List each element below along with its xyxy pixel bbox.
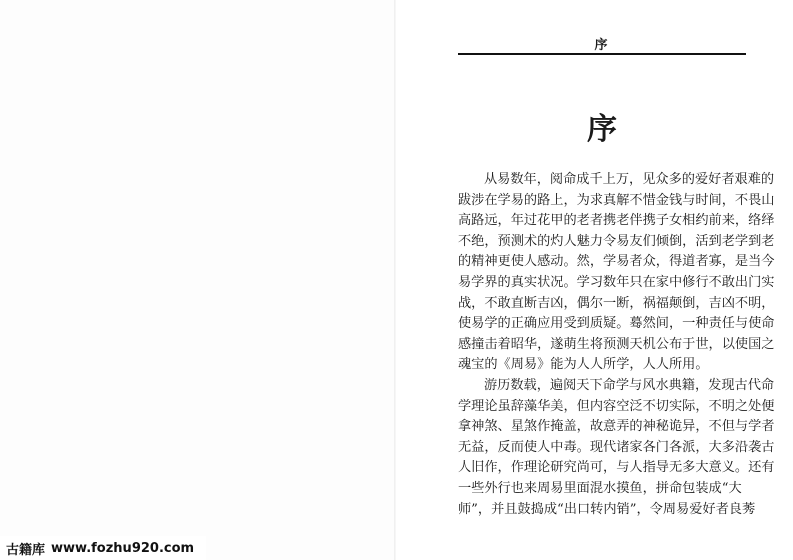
text-line: 感撞击着昭华，遂萌生将预测天机公布于世，以使国之: [458, 336, 775, 352]
text-line: 高路远，年过花甲的老者携老伴携子女相约前来，络绎: [458, 213, 775, 229]
watermark-banner: [0, 536, 206, 560]
text-line: 一些外行也来周易里面混水摸鱼，拼命包装成“大: [458, 480, 742, 496]
header-rule: [458, 53, 746, 55]
site-name: 古籍库: [6, 542, 46, 558]
left-blank-page: [0, 0, 396, 560]
text-line: 的精神更使人感动。然，学易者众，得道者寡，是当今: [458, 254, 775, 270]
text-line: 跋涉在学易的路上，为求真解不惜金钱与时间，不畏山: [458, 192, 775, 208]
chapter-title: 序: [587, 112, 617, 147]
body-text: [458, 170, 775, 520]
text-line: 拿神煞、星煞作掩盖，故意弄的神秘诡异，不但与学者: [458, 419, 775, 435]
text-line: 使易学的正确应用受到质疑。蓦然间，一种责任与使命: [458, 316, 775, 332]
text-line: 从易数年，阅命成千上万，见众多的爱好者艰难的: [484, 172, 775, 187]
paragraph-2: [458, 376, 775, 520]
text-line: 战，不敢直断吉凶，偶尔一断，祸福颠倒，吉凶不明，: [458, 295, 775, 311]
text-line: 人旧作，作理论研究尚可，与人指导无多大意义。还有: [458, 460, 775, 476]
site-url: www.fozhu920.com: [51, 540, 195, 556]
text-line: 无益，反而使人中毒。现代诸家各门各派，大多沿袭古: [458, 439, 775, 455]
text-line: 师”，并且鼓捣成“出口转内销”，令周易爱好者良莠: [458, 501, 756, 517]
text-line: 易学界的真实状况。学习数年只在家中修行不敢出门实: [458, 274, 775, 290]
paragraph-1: [458, 170, 775, 376]
text-line: 游历数载，遍阅天下命学与风水典籍，发现古代命: [484, 377, 775, 393]
text-line: 学理论虽辞藻华美，但内容空泛不切实际，不明之处便: [458, 398, 775, 414]
text-line: 不绝，预测术的灼人魅力令易友们倾倒，活到老学到老: [458, 233, 775, 249]
running-head: 序: [594, 38, 610, 53]
text-line: 魂宝的《周易》能为人人所学，人人所用。: [458, 357, 709, 373]
